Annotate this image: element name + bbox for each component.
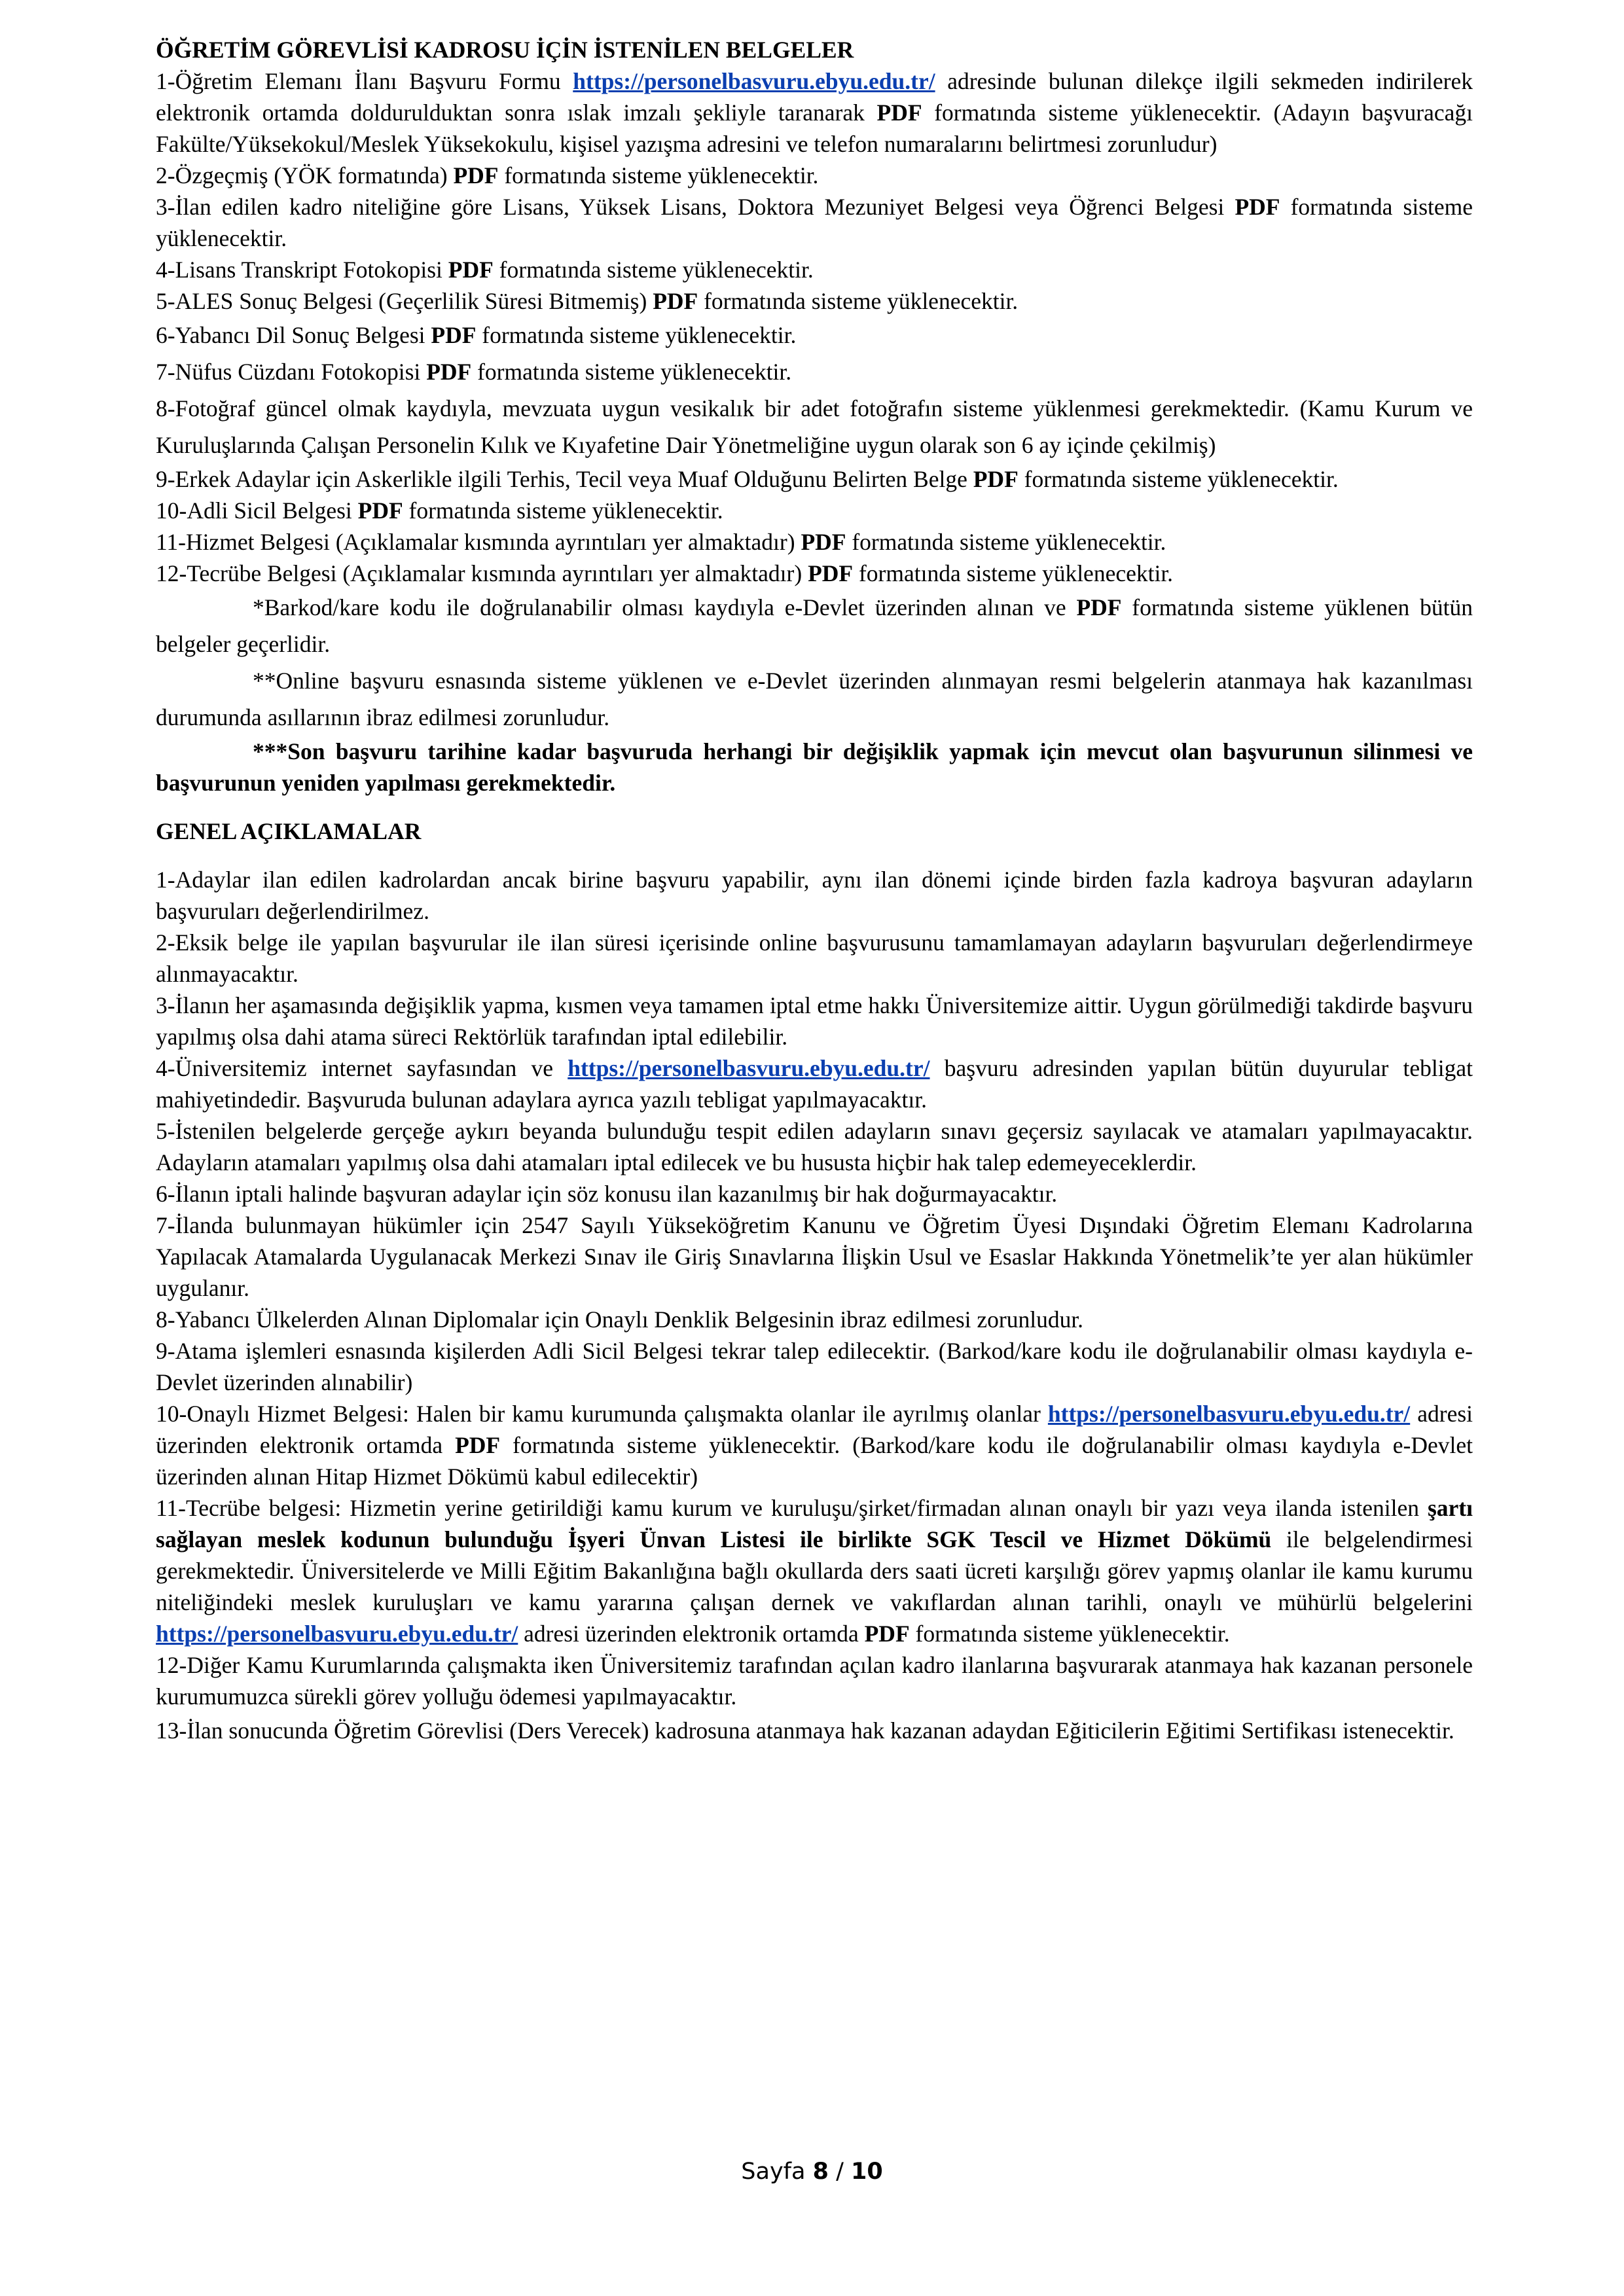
doc-item-9: [156, 463, 1473, 495]
pdf-label: PDF: [1076, 594, 1122, 620]
general-item-8: 8-Yabancı Ülkelerden Alınan Diplomalar için Onaylı Denklik Belgesinin ibraz edilmesi zorunludur.: [156, 1306, 1084, 1333]
document-page: [156, 34, 1473, 1749]
general-item-4-text-b: başvuru adresinden yapılan bütün duyurular tebligat mahiyetindedir. Başvuruda bulunan adaylara ayrıca yazılı tebligat yapılmayacaktır.: [156, 1055, 1473, 1113]
format-suffix: formatında sisteme yüklenecektir.: [1018, 466, 1339, 492]
format-suffix: formatında sisteme yüklenecektir.: [853, 560, 1174, 586]
general-item-11-text-c: adresi üzerinden elektronik ortamda: [518, 1621, 865, 1647]
pdf-label: PDF: [653, 288, 698, 314]
doc-item-4-text: 4-Lisans Transkript Fotokopisi: [156, 257, 448, 283]
format-suffix: formatında sisteme yüklenecektir.: [498, 162, 819, 188]
doc-item-10: [156, 495, 1473, 526]
doc-item-6: [156, 317, 1473, 353]
general-item-13: 13-İlan sonucunda Öğretim Görevlisi (Ders Verecek) kadrosuna atanmaya hak kazanan adaydan Eğiticilerin Eğitimi Sertifikası istenecektir.: [156, 1717, 1454, 1744]
application-portal-link[interactable]: https://personelbasvuru.ebyu.edu.tr/: [568, 1055, 930, 1081]
pdf-label: PDF: [426, 359, 472, 385]
general-item-11: [156, 1492, 1473, 1649]
doc-item-1: [156, 65, 1473, 160]
page-footer: [0, 2159, 1624, 2185]
format-suffix: formatında sisteme yüklenecektir.: [476, 322, 797, 348]
pdf-label: PDF: [808, 560, 854, 586]
format-suffix: formatında sisteme yüklenecektir.: [493, 257, 814, 283]
note-barcode-text-b: formatında sisteme yüklenen bütün belgeler geçerlidir.: [156, 594, 1473, 657]
format-suffix: formatında sisteme yüklenecektir.: [403, 497, 723, 524]
doc-item-5-text: 5-ALES Sonuç Belgesi (Geçerlilik Süresi Bitmemiş): [156, 288, 653, 314]
doc-item-3: [156, 191, 1473, 254]
doc-item-3-text: 3-İlan edilen kadro niteliğine göre Lisans, Yüksek Lisans, Doktora Mezuniyet Belgesi veya Öğrenci Belgesi: [156, 194, 1235, 220]
format-suffix: formatında sisteme yüklenecektir.: [846, 529, 1166, 555]
general-item-6: 6-İlanın iptali halinde başvuran adaylar için söz konusu ilan kazanılmış bir hak doğurmayacaktır.: [156, 1181, 1058, 1207]
doc-item-5: [156, 285, 1473, 317]
doc-item-12-text: 12-Tecrübe Belgesi (Açıklamalar kısmında ayrıntıları yer almaktadır): [156, 560, 808, 586]
pdf-label: PDF: [453, 162, 499, 188]
application-portal-link[interactable]: https://personelbasvuru.ebyu.edu.tr/: [156, 1621, 518, 1647]
pdf-label: PDF: [801, 529, 846, 555]
doc-item-7-text: 7-Nüfus Cüzdanı Fotokopisi: [156, 359, 427, 385]
doc-item-1-text: 1-Öğretim Elemanı İlanı Başvuru Formu: [156, 68, 573, 94]
doc-item-9-text: 9-Erkek Adaylar için Askerlikle ilgili Terhis, Tecil veya Muaf Olduğunu Belirten Belge: [156, 466, 973, 492]
format-suffix: formatında sisteme yüklenecektir.: [471, 359, 792, 385]
general-item-5: 5-İstenilen belgelerde gerçeğe aykırı beyanda bulunduğu tespit edilen adayların sınavı geçersiz sayılacak ve atamaları yapılmayacaktır. Adayların atamaları yapılmış olsa dahi atamaları iptal edilecek ve bu hususta hiçbir hak talep edemeyeceklerdir.: [156, 1118, 1473, 1175]
page-separator: /: [828, 2159, 851, 2185]
doc-item-1-text-c: formatında sisteme yüklenecektir. (Adayın başvuracağı Fakülte/Yüksekokul/Meslek Yüksekokulu, kişisel yazışma adresini ve telefon numaralarını belirtmesi zorunludur): [156, 99, 1473, 157]
general-item-10-text-c: formatında sisteme yüklenecektir. (Barkod/kare kodu ile doğrulanabilir olması kaydıyla e-Devlet üzerinden alınan Hitap Hizmet Dökümü kabul edilecektir): [156, 1432, 1473, 1490]
general-item-7: 7-İlanda bulunmayan hükümler için 2547 Sayılı Yükseköğretim Kanunu ve Öğretim Üyesi Dışındaki Öğretim Elemanı Kadrolarına Yapılacak Atamalarda Uygulanacak Merkezi Sınav ile Giriş Sınavlarına İlişkin Usul ve Esaslar Hakkında Yönetmelik’te yer alan hükümler uygulanır.: [156, 1212, 1473, 1301]
pdf-label: PDF: [455, 1432, 501, 1458]
doc-item-2-text: 2-Özgeçmiş (YÖK formatında): [156, 162, 454, 188]
format-suffix: formatında sisteme yüklenecektir.: [156, 194, 1473, 251]
general-item-11-bold: şartı sağlayan meslek kodunun bulunduğu İşyeri Ünvan Listesi ile birlikte SGK Tescil ve Hizmet Dökümü: [156, 1495, 1473, 1552]
general-item-4-text: 4-Üniversitemiz internet sayfasından ve: [156, 1055, 568, 1081]
doc-item-1-text-b: adresinde bulunan dilekçe ilgili sekmeden indirilerek elektronik ortamda doldurulduktan sonra ıslak imzalı şekliyle taranarak: [156, 68, 1473, 126]
doc-item-12: [156, 558, 1473, 589]
format-suffix: formatında sisteme yüklenecektir.: [909, 1621, 1230, 1647]
page-current: 8: [812, 2159, 829, 2185]
pdf-label: PDF: [448, 257, 494, 283]
general-item-10: [156, 1398, 1473, 1492]
pdf-label: PDF: [973, 466, 1019, 492]
doc-item-2: [156, 160, 1473, 191]
pdf-label: PDF: [876, 99, 922, 126]
note-originals: **Online başvuru esnasında sisteme yüklenen ve e-Devlet üzerinden alınmayan resmi belgelerin atanmaya hak kazanılması durumunda asıllarının ibraz edilmesi zorunludur.: [156, 668, 1473, 730]
general-item-1: 1-Adaylar ilan edilen kadrolardan ancak birine başvuru yapabilir, aynı ilan dönemi içinde birden fazla kadroya başvuran adayların başvuruları değerlendirilmez.: [156, 867, 1473, 924]
general-item-4: [156, 1052, 1473, 1115]
format-suffix: formatında sisteme yüklenecektir.: [698, 288, 1019, 314]
general-item-11-text-b: ile belgelendirmesi gerekmektedir. Üniversitelerde ve Milli Eğitim Bakanlığına bağlı okullarda ders saati ücreti karşılığı görev yapmış olanlar ile kamu kurumu niteliğindeki meslek kuruluşları ve kamu yararına çalışan dernek ve vakıflardan alınan tarihli, onaylı ve mühürlü belgelerini: [156, 1526, 1473, 1615]
doc-item-11-text: 11-Hizmet Belgesi (Açıklamalar kısmında ayrıntıları yer almaktadır): [156, 529, 801, 555]
general-item-3: 3-İlanın her aşamasında değişiklik yapma, kısmen veya tamamen iptal etme hakkı Üniversitemize aittir. Uygun görülmediği takdirde başvuru yapılmış olsa dahi atama süreci Rektörlük tarafından iptal edilebilir.: [156, 992, 1473, 1050]
note-barcode: [156, 589, 1473, 662]
general-item-11-text: 11-Tecrübe belgesi: Hizmetin yerine getirildiği kamu kurum ve kuruluşu/şirket/firmadan alınan onaylı bir yazı veya ilanda istenilen: [156, 1495, 1428, 1521]
doc-item-6-text: 6-Yabancı Dil Sonuç Belgesi: [156, 322, 431, 348]
pdf-label: PDF: [1235, 194, 1280, 220]
general-item-10-text: 10-Onaylı Hizmet Belgesi: Halen bir kamu kurumunda çalışmakta olanlar ile ayrılmış olanlar: [156, 1401, 1048, 1427]
note-resubmission: ***Son başvuru tarihine kadar başvuruda herhangi bir değişiklik yapmak için mevcut olan başvurunun silinmesi ve başvurunun yeniden yapılması gerekmektedir.: [156, 738, 1473, 796]
pdf-label: PDF: [357, 497, 403, 524]
note-barcode-text: *Barkod/kare kodu ile doğrulanabilir olması kaydıyla e-Devlet üzerinden alınan ve: [253, 594, 1077, 620]
application-portal-link[interactable]: https://personelbasvuru.ebyu.edu.tr/: [1047, 1401, 1411, 1427]
page-label: Sayfa: [741, 2159, 813, 2185]
general-item-10-text-b: adresi üzerinden elektronik ortamda: [156, 1401, 1473, 1458]
general-item-9: 9-Atama işlemleri esnasında kişilerden Adli Sicil Belgesi tekrar talep edilecektir. (Barkod/kare kodu ile doğrulanabilir olması kaydıyla e-Devlet üzerinden alınabilir): [156, 1338, 1473, 1395]
application-portal-link[interactable]: https://personelbasvuru.ebyu.edu.tr/: [573, 68, 935, 94]
general-item-2: 2-Eksik belge ile yapılan başvurular ile ilan süresi içerisinde online başvurusunu tamamlamayan adayların başvuruları değerlendirmeye alınmayacaktır.: [156, 929, 1473, 987]
doc-item-4: [156, 254, 1473, 285]
section-title-general-notes: GENEL AÇIKLAMALAR: [156, 818, 422, 844]
pdf-label: PDF: [864, 1621, 910, 1647]
doc-item-11: [156, 526, 1473, 558]
doc-item-7: [156, 353, 1473, 390]
doc-item-8: 8-Fotoğraf güncel olmak kaydıyla, mevzuata uygun vesikalık bir adet fotoğrafın sisteme yüklenmesi gerekmektedir. (Kamu Kurum ve Kuruluşlarında Çalışan Personelin Kılık ve Kıyafetine Dair Yönetmeliğine uygun olarak son 6 ay içinde çekilmiş): [156, 395, 1473, 458]
general-item-12: 12-Diğer Kamu Kurumlarında çalışmakta iken Üniversitemiz tarafından açılan kadro ilanlarına başvurarak atanmaya hak kazanan personele kurumumuzca sürekli görev yolluğu ödemesi yapılmayacaktır.: [156, 1652, 1473, 1710]
pdf-label: PDF: [431, 322, 477, 348]
doc-item-10-text: 10-Adli Sicil Belgesi: [156, 497, 358, 524]
section-title-required-documents: ÖĞRETİM GÖREVLİSİ KADROSU İÇİN İSTENİLEN BELGELER: [156, 37, 854, 63]
page-total: 10: [850, 2159, 883, 2185]
